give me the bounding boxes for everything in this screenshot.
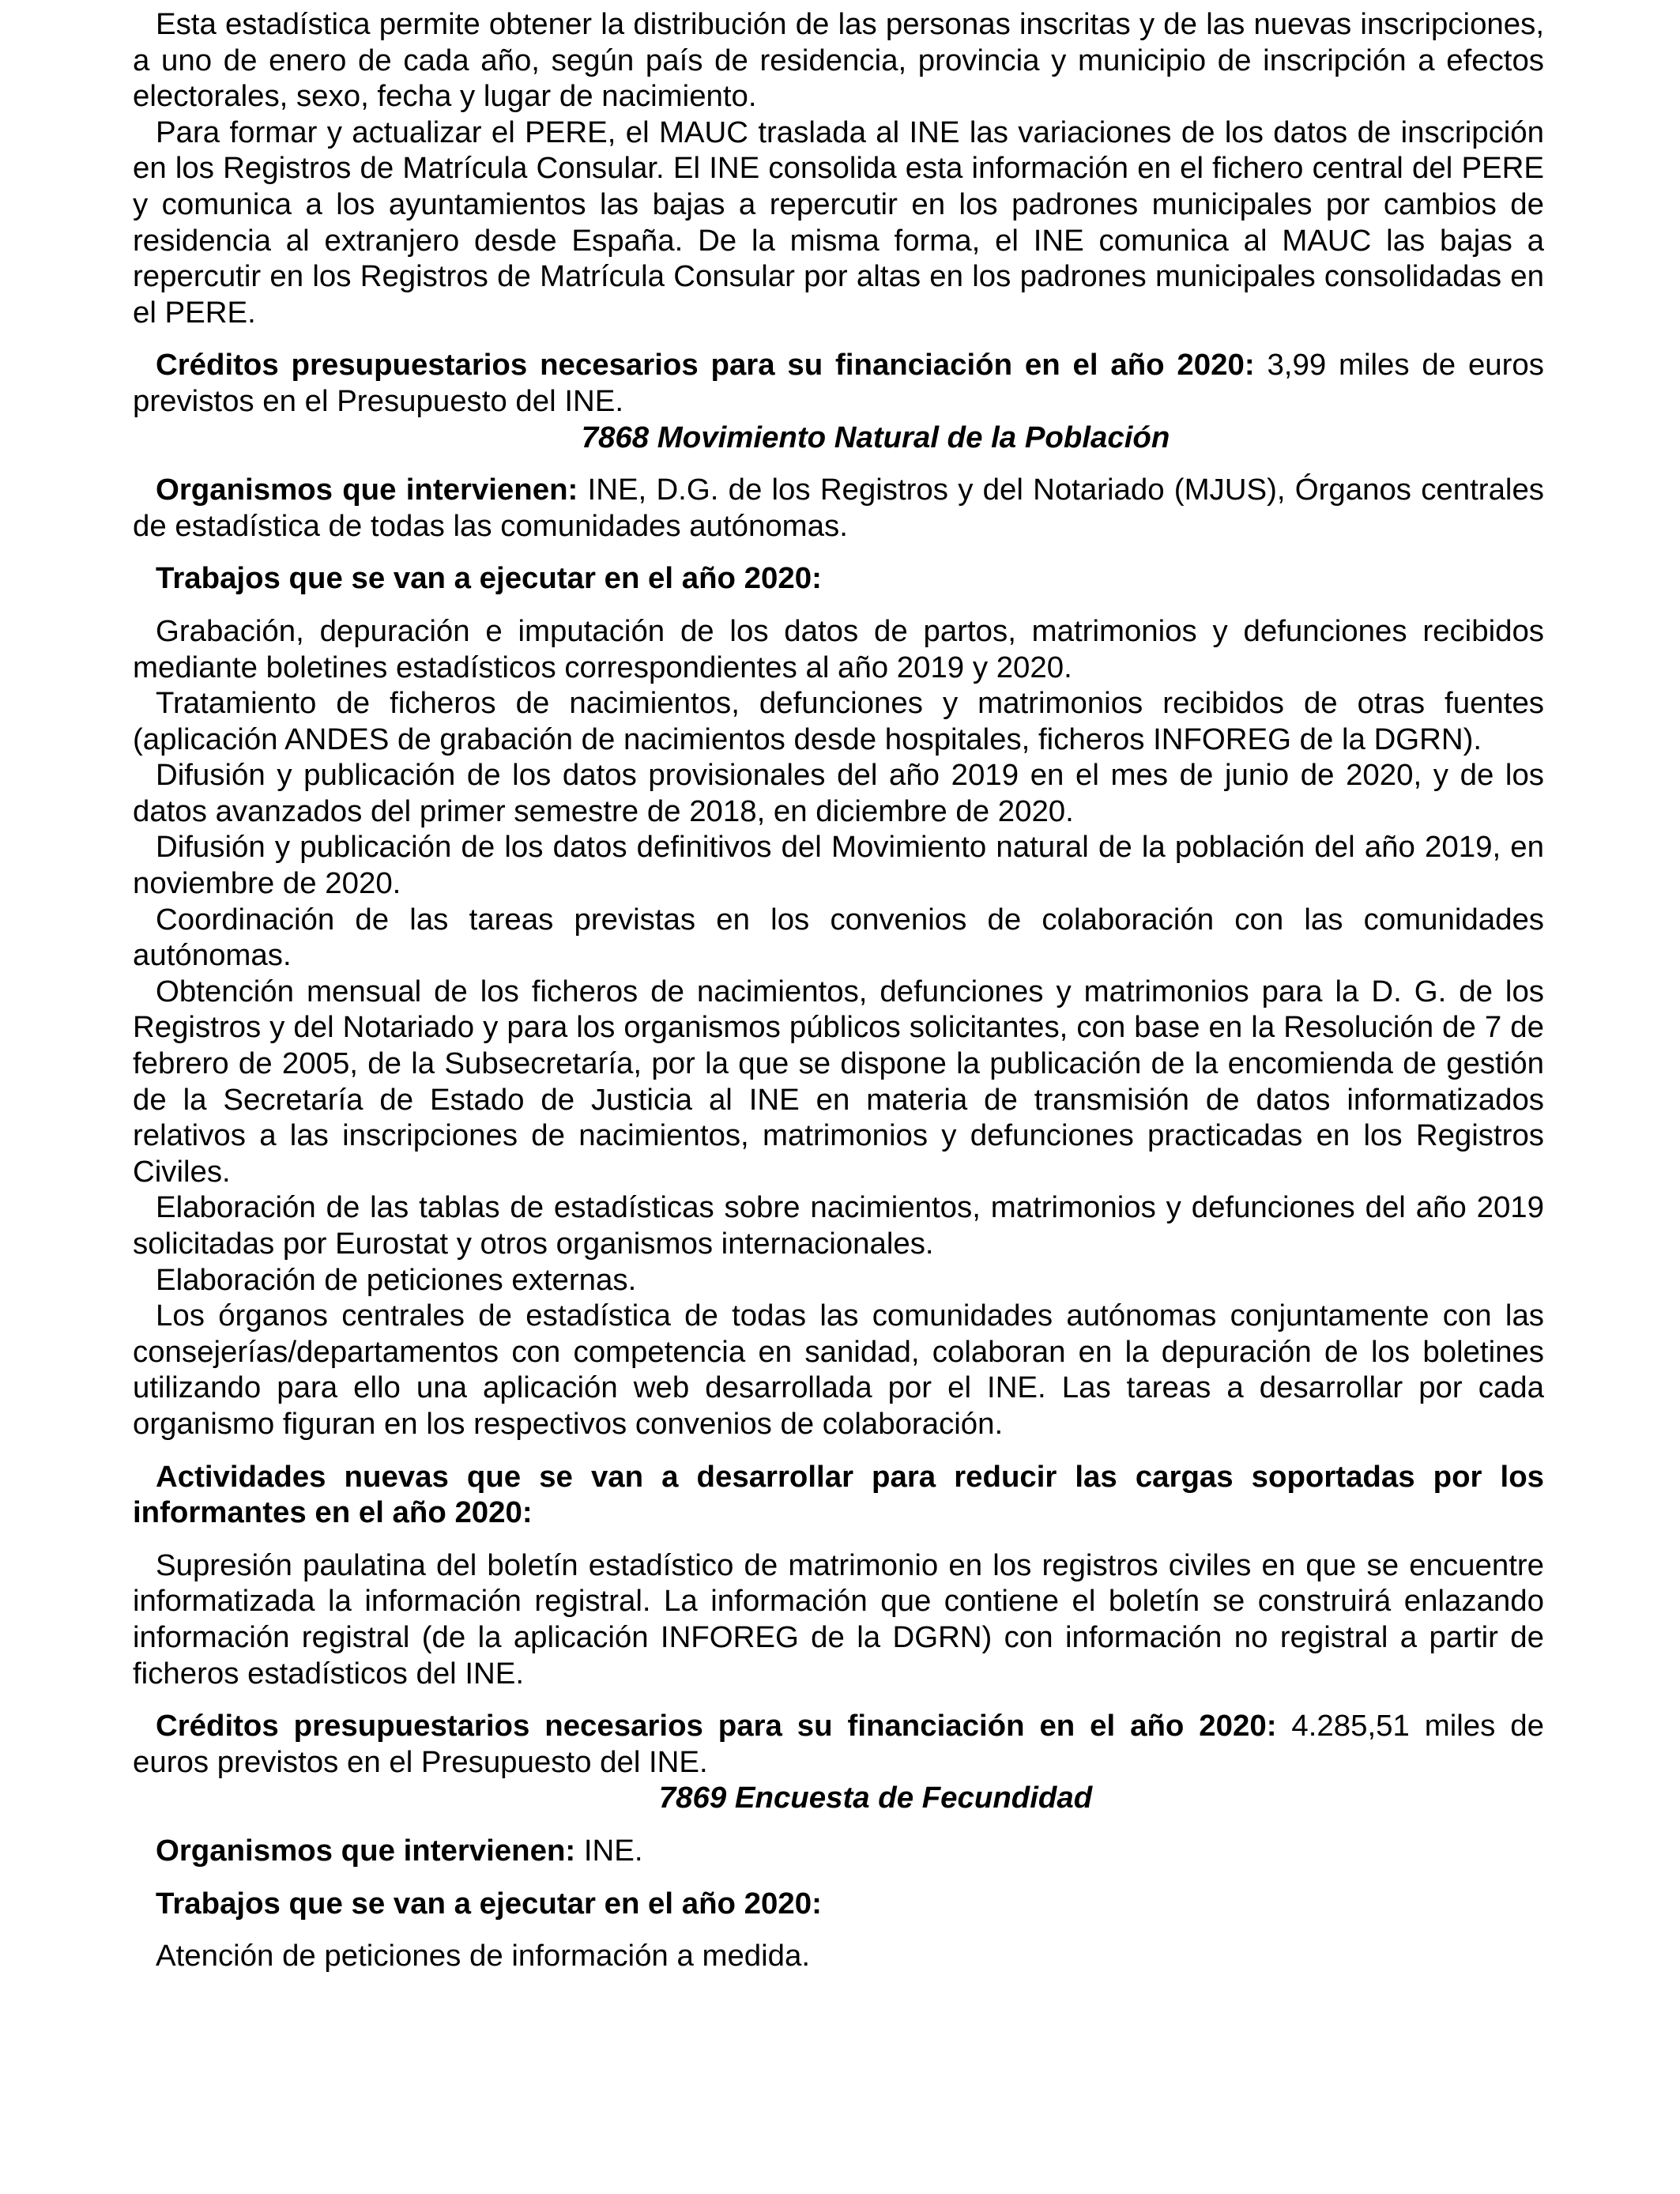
- trabajos-list-7868: [133, 613, 1544, 1442]
- document-page: [133, 6, 1544, 1974]
- trabajo-item: Coordinación de las tareas previstas en los convenios de colaboración con las comunidades autónomas.: [133, 902, 1544, 973]
- trabajo-item: Tratamiento de ficheros de nacimientos, defunciones y matrimonios recibidos de otras fuentes (aplicación ANDES de grabación de nacimientos desde hospitales, ficheros INFOREG de la DGRN).: [133, 686, 1544, 756]
- organismos-value: INE, D.G. de los Registros y del Notariado (MJUS), Órganos centrales de estadística de todas las comunidades autónomas.: [133, 473, 1544, 543]
- organismos-paragraph-7868: [133, 472, 1544, 544]
- trabajo-item: Los órganos centrales de estadística de todas las comunidades autónomas conjuntamente con las consejerías/departamentos con competencia en sanidad, colaboran en la depuración de los boletines utilizando para ello una aplicación web desarrollada por el INE. Las tareas a desarrollar por cada organismo figuran en los respectivos convenios de colaboración.: [133, 1299, 1544, 1441]
- trabajos-text-7869: Atención de peticiones de información a medida.: [156, 1939, 811, 1973]
- trabajo-item: Obtención mensual de los ficheros de nacimientos, defunciones y matrimonios para la D. G. de los Registros y del Notariado y para los organismos públicos solicitantes, con base en la Resolución de 7 de febrero de 2005, de la Subsecretaría, por la que se dispone la publicación de la encomienda de gestión de la Secretaría de Estado de Justicia al INE en materia de transmisión de datos informatizados relativos a las inscripciones de nacimientos, matrimonios y defunciones practicadas en los Registros Civiles.: [133, 974, 1544, 1189]
- intro-paragraph-1: Esta estadística permite obtener la distribución de las personas inscritas y de las nuevas inscripciones, a uno de enero de cada año, según país de residencia, provincia y municipio de inscripción a efectos electorales, sexo, fecha y lugar de nacimiento.: [133, 7, 1544, 114]
- trabajos-label: Trabajos que se van a ejecutar en el año 2020:: [156, 1886, 822, 1921]
- credits-label: Créditos presupuestarios necesarios para su financiación en el año 2020:: [156, 348, 1255, 383]
- credits-value: 3,99 miles de euros previstos en el Presupuesto del INE.: [133, 348, 1544, 418]
- trabajo-item: Elaboración de las tablas de estadísticas sobre nacimientos, matrimonios y defunciones del año 2019 solicitadas por Eurostat y otros organismos internacionales.: [133, 1190, 1544, 1261]
- trabajo-item: Difusión y publicación de los datos definitivos del Movimiento natural de la población del año 2019, en noviembre de 2020.: [133, 830, 1544, 901]
- organismos-value: INE.: [575, 1833, 643, 1868]
- trabajos-heading-7869: [133, 1886, 1544, 1922]
- actividades-heading-7868: [133, 1459, 1544, 1531]
- section-title-7869: 7869 Encuesta de Fecundidad: [658, 1781, 1093, 1815]
- actividades-label: Actividades nuevas que se van a desarrollar para reducir las cargas soportadas por los informantes en el año 2020:: [133, 1459, 1544, 1530]
- credits-label: Créditos presupuestarios necesarios para su financiación en el año 2020:: [156, 1709, 1277, 1744]
- trabajo-item: Elaboración de peticiones externas.: [156, 1262, 637, 1297]
- organismos-label: Organismos que intervienen:: [156, 1833, 576, 1868]
- trabajo-item: Difusión y publicación de los datos provisionales del año 2019 en el mes de junio de 2020, y de los datos avanzados del primer semestre de 2018, en diciembre de 2020.: [133, 758, 1544, 828]
- organismos-label: Organismos que intervienen:: [156, 473, 578, 507]
- organismos-paragraph-7869: [133, 1833, 1544, 1869]
- actividades-text-7868: Supresión paulatina del boletín estadístico de matrimonio en los registros civiles en que se encuentre informatizada la información registral. La información que contiene el boletín se construirá enlazando información registral (de la aplicación INFOREG de la DGRN) con información no registral a partir de ficheros estadísticos del INE.: [133, 1547, 1544, 1691]
- section-title-7868: 7868 Movimiento Natural de la Población: [581, 420, 1170, 454]
- trabajos-heading-7868: [133, 560, 1544, 597]
- trabajo-item: Grabación, depuración e imputación de los datos de partos, matrimonios y defunciones recibidos mediante boletines estadísticos correspondientes al año 2019 y 2020.: [133, 613, 1544, 684]
- credits-paragraph-7868: [133, 1708, 1544, 1780]
- credits-value: 4.285,51 miles de euros previstos en el Presupuesto del INE.: [133, 1709, 1544, 1779]
- intro-paragraph-2: Para formar y actualizar el PERE, el MAUC traslada al INE las variaciones de los datos de inscripción en los Registros de Matrícula Consular. El INE consolida esta información en el fichero central del PERE y comunica a los ayuntamientos las bajas a repercutir en los padrones municipales por cambios de residencia al extranjero desde España. De la misma forma, el INE comunica al MAUC las bajas a repercutir en los Registros de Matrícula Consular por altas en los padrones municipales consolidadas en el PERE.: [133, 115, 1544, 330]
- trabajos-label: Trabajos que se van a ejecutar en el año 2020:: [156, 561, 822, 596]
- intro-credits-paragraph: [133, 347, 1544, 419]
